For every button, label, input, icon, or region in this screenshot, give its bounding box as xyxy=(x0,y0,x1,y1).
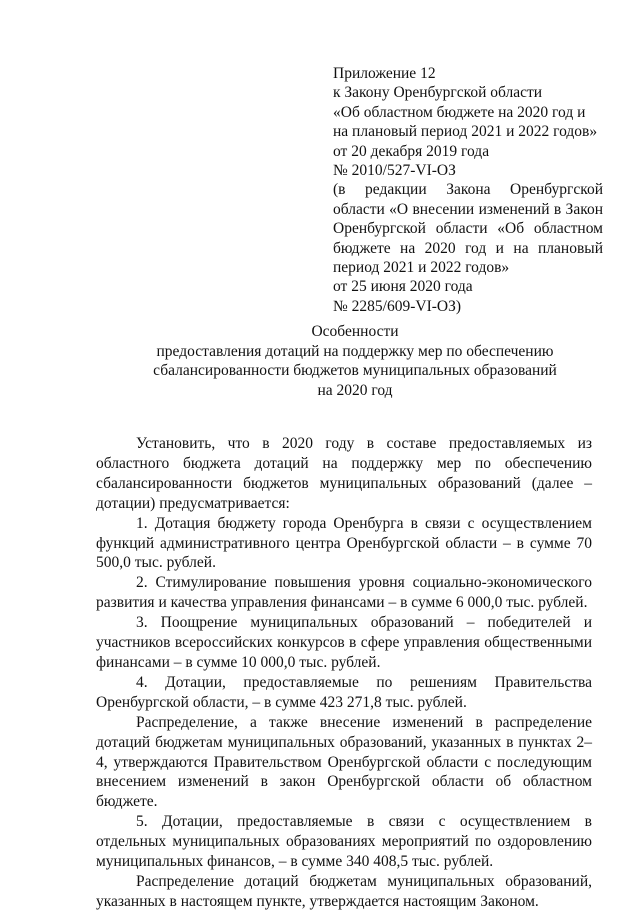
appendix-amendment: (в редакции Закона Оренбургской области «О внесении изменений в Закон Оренбургской области «Об областном бюджете на 2020 год и на плановый период 2021 и 2022 годов» xyxy=(333,181,603,277)
paragraph-distribution-5: Распределение дотаций бюджетам муниципальных образований, указанных в настоящем пункте, утверждается настоящим Законом. xyxy=(96,872,592,910)
appendix-amendment-number: № 2285/609-VI-ОЗ) xyxy=(333,297,462,315)
appendix-law-title-line1: «Об областном бюджете на 2020 год и xyxy=(333,103,586,121)
paragraph-item-5: 5. Дотации, предоставляемые в связи с осуществлением в отдельных муниципальных образованиях мероприятий по оздоровлению муниципальных финансов, – в сумме 340 408,5 тыс. рублей. xyxy=(96,813,592,871)
paragraph-item-3: 3. Поощрение муниципальных образований – победителей и участников всероссийских конкурсов в сфере управления общественными финансами – в сумме 10 000,0 тыс. рублей. xyxy=(96,614,592,671)
paragraph-distribution-2-4: Распределение, а также внесение изменений в распределение дотаций бюджетам муниципальных образований, указанных в пунктах 2–4, утверждаются Правительством Оренбургской области с последующим внесением изменений в закон Оренбургской области об областном бюджете. xyxy=(96,713,592,811)
paragraph-item-2: 2. Стимулирование повышения уровня социально-экономического развития и качества управления финансами – в сумме 6 000,0 тыс. рублей. xyxy=(96,574,592,612)
appendix-law-date: от 20 декабря 2019 года xyxy=(333,142,490,160)
paragraph-item-1: 1. Дотация бюджету города Оренбурга в связи с осуществлением функций административного центра Оренбургской области – в сумме 70 500,0 тыс. рублей. xyxy=(96,514,592,572)
document-body xyxy=(96,434,592,912)
appendix-number: Приложение 12 xyxy=(333,65,436,82)
appendix-law-title-line2: на плановый период 2021 и 2022 годов» xyxy=(333,123,598,141)
title-subtitle: предоставления дотаций на поддержку мер по обеспечению сбалансированности бюджетов муниципальных образований xyxy=(153,342,557,380)
title-heading: Особенности xyxy=(311,323,399,340)
paragraph-intro: Установить, что в 2020 году в составе предоставляемых из областного бюджета дотаций на поддержку мер по обеспечению сбалансированности бюджетов муниципальных образований (далее – дотации) предусматривается: xyxy=(96,435,592,512)
appendix-amendment-date: от 25 июня 2020 года xyxy=(333,278,473,296)
title-year: на 2020 год xyxy=(317,381,393,399)
document-title xyxy=(120,322,590,400)
appendix-header xyxy=(333,64,603,316)
appendix-law-ref: к Закону Оренбургской области xyxy=(333,84,543,102)
paragraph-item-4: 4. Дотации, предоставляемые по решениям Правительства Оренбургской области, – в сумме 423 271,8 тыс. рублей. xyxy=(96,673,592,711)
appendix-law-number: № 2010/527-VI-ОЗ xyxy=(333,162,456,180)
